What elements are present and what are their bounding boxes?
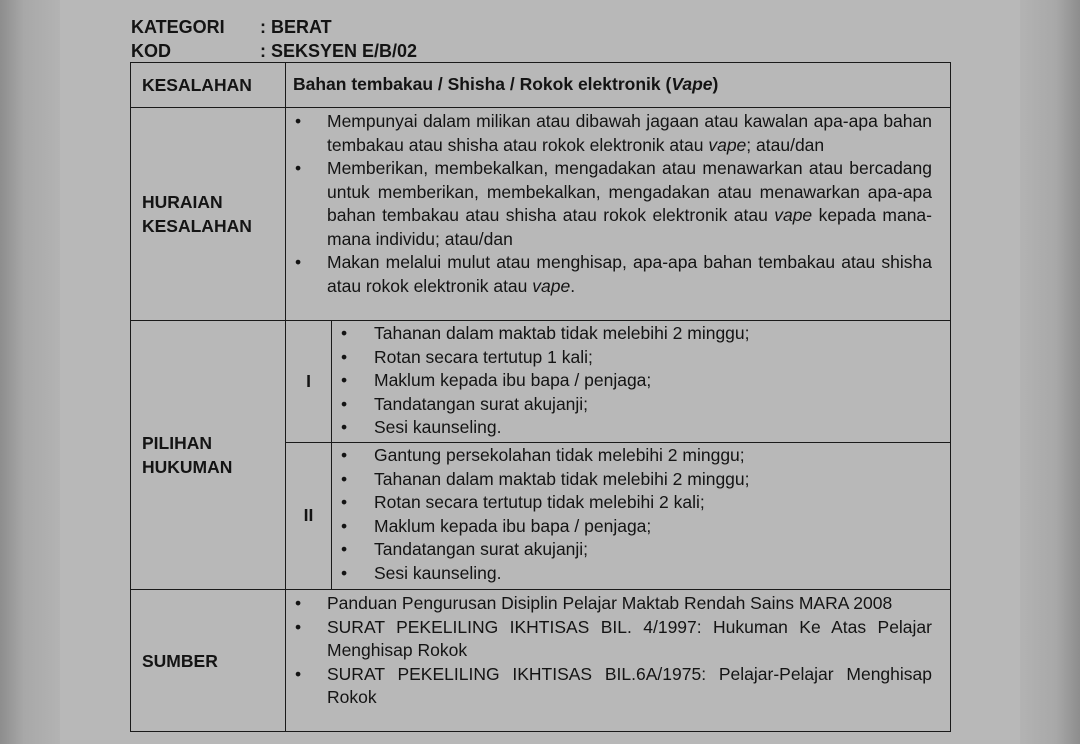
option-2-content-cell [332, 443, 951, 590]
option-1-list [332, 322, 950, 440]
sumber-label: SUMBER [142, 650, 218, 671]
huraian-label-line2: KESALAHAN [142, 216, 252, 236]
option-numeral-2: II [286, 443, 332, 590]
source-item: • SURAT PEKELILING IKHTISAS BIL.6A/1975: Pelajar-Pelajar Menghisap Rokok [286, 663, 950, 710]
kesalahan-label-cell [131, 63, 286, 108]
huraian-list [286, 110, 950, 298]
source-item: • SURAT PEKELILING IKHTISAS BIL. 4/1997: Hukuman Ke Atas Pelajar Menghisap Rokok [286, 616, 950, 663]
huraian-item: • Mempunyai dalam milikan atau dibawah jagaan atau kawalan apa-apa bahan tembakau atau shisha atau rokok elektronik atau vape; atau/dan [286, 110, 950, 157]
punishment-item: • Tandatangan surat akujanji; [332, 538, 950, 562]
kategori-line [131, 17, 332, 37]
hukuman-label-line1: PILIHAN [142, 433, 212, 453]
kesalahan-value-suffix: ) [712, 74, 719, 95]
huraian-content-cell [286, 108, 951, 321]
kod-line [131, 41, 417, 61]
offence-table [130, 62, 951, 732]
kesalahan-value-prefix: Bahan tembakau / Shisha / Rokok elektronik ( [293, 74, 672, 95]
row-kesalahan [131, 63, 951, 108]
punishment-item: • Rotan secara tertutup 1 kali; [332, 346, 950, 370]
option-2-list [332, 444, 950, 585]
punishment-item: • Tahanan dalam maktab tidak melebihi 2 minggu; [332, 468, 950, 492]
sumber-content-cell [286, 590, 951, 732]
punishment-item: • Maklum kepada ibu bapa / penjaga; [332, 369, 950, 393]
kategori-label: KATEGORI [131, 17, 225, 37]
row-sumber [131, 590, 951, 732]
hukuman-label-line2: HUKUMAN [142, 457, 233, 477]
page-shadow-right [1020, 0, 1080, 744]
sumber-list [286, 592, 950, 710]
huraian-item: • Memberikan, membekalkan, mengadakan atau menawarkan atau bercadang untuk memberikan, membekalkan, mengadakan atau menawarkan apa-apa bahan tembakau atau shisha atau rokok elektronik atau vape kepada mana-mana individu; atau/dan [286, 157, 950, 251]
punishment-item: • Tahanan dalam maktab tidak melebihi 2 minggu; [332, 322, 950, 346]
option-1-content-cell [332, 321, 951, 443]
punishment-item: • Rotan secara tertutup tidak melebihi 2 kali; [332, 491, 950, 515]
kesalahan-value-cell [286, 63, 951, 108]
kod-label: KOD [131, 41, 171, 61]
kod-value: : SEKSYEN E/B/02 [260, 41, 418, 61]
source-item: • Panduan Pengurusan Disiplin Pelajar Maktab Rendah Sains MARA 2008 [286, 592, 950, 616]
punishment-item: • Tandatangan surat akujanji; [332, 393, 950, 417]
huraian-label-cell [131, 108, 286, 321]
punishment-item: • Sesi kaunseling. [332, 416, 950, 440]
kesalahan-value-italic: Vape [671, 74, 713, 95]
page-shadow-left [0, 0, 60, 744]
hukuman-label-cell [131, 321, 286, 590]
row-hukuman-option-1 [131, 321, 951, 443]
row-huraian [131, 108, 951, 321]
option-numeral-1: I [286, 321, 332, 443]
huraian-label-line1: HURAIAN [142, 192, 223, 212]
huraian-item: • Makan melalui mulut atau menghisap, apa-apa bahan tembakau atau shisha atau rokok elektronik atau vape. [286, 251, 950, 298]
kategori-value: : BERAT [260, 17, 332, 37]
punishment-item: • Sesi kaunseling. [332, 562, 950, 586]
sumber-label-cell [131, 590, 286, 732]
punishment-item: • Maklum kepada ibu bapa / penjaga; [332, 515, 950, 539]
punishment-item: • Gantung persekolahan tidak melebihi 2 minggu; [332, 444, 950, 468]
kesalahan-label: KESALAHAN [142, 75, 252, 95]
